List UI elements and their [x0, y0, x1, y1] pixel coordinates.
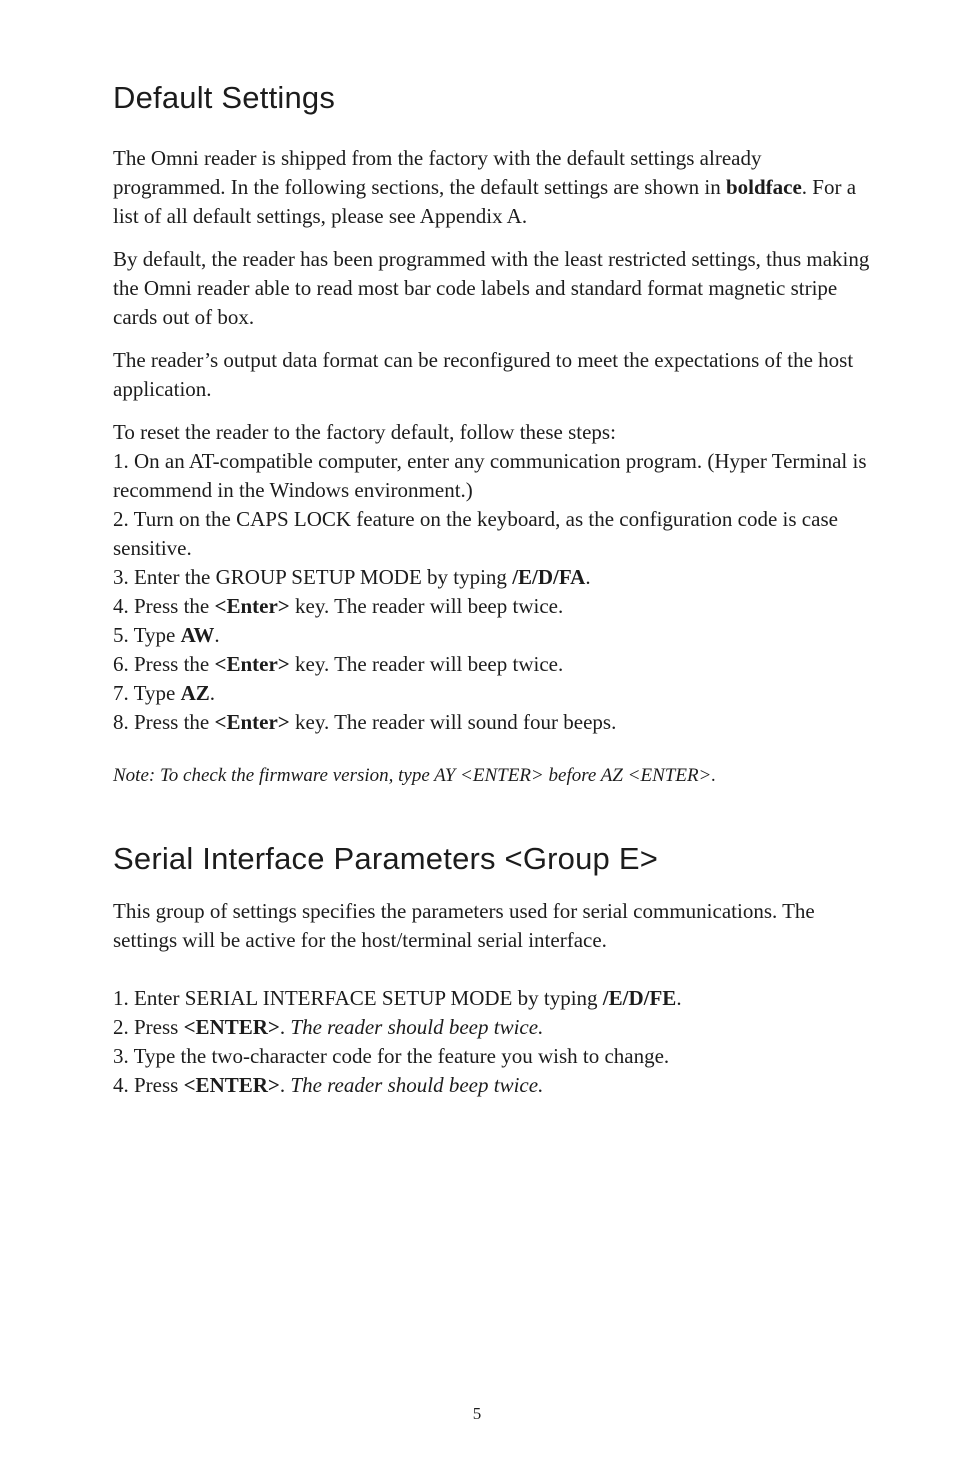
reset-step: 3. Enter the GROUP SETUP MODE by typing /E/D/FA.	[113, 565, 591, 589]
serial-step: 2. Press <ENTER>. The reader should beep twice.	[113, 1015, 544, 1039]
paragraph-output-format: The reader’s output data format can be reconfigured to meet the expectations of the host application.	[113, 348, 854, 401]
paragraph-serial-intro: This group of settings specifies the parameters used for serial communications. The settings will be active for the host/terminal serial interface.	[113, 899, 815, 952]
boldface-word: boldface	[725, 175, 802, 199]
reset-step: 2. Turn on the CAPS LOCK feature on the keyboard, as the configuration code is case sensitive.	[113, 507, 838, 560]
page-number: 5	[472, 1404, 482, 1423]
firmware-note: Note: To check the firmware version, type AY <ENTER> before AZ <ENTER>.	[113, 765, 717, 786]
page-content	[113, 78, 873, 1100]
section-title-serial-interface: Serial Interface Parameters <Group E>	[113, 841, 658, 876]
serial-step: 1. Enter SERIAL INTERFACE SETUP MODE by typing /E/D/FE.	[113, 986, 682, 1010]
reset-step: 7. Type AZ.	[113, 681, 215, 705]
reset-step: 4. Press the <Enter> key. The reader will beep twice.	[113, 594, 564, 618]
reset-step: 6. Press the <Enter> key. The reader will beep twice.	[113, 652, 564, 676]
serial-step: 3. Type the two-character code for the feature you wish to change.	[113, 1044, 670, 1068]
reset-step: 8. Press the <Enter> key. The reader will sound four beeps.	[113, 710, 617, 734]
section-title-default-settings: Default Settings	[113, 80, 336, 115]
paragraph-shipped-defaults: The Omni reader is shipped from the factory with the default settings already programmed. In the following sections, the default settings are shown in boldface. For a list of all default settings, please see Appendix A.	[113, 146, 857, 228]
paragraph-least-restricted: By default, the reader has been programmed with the least restricted settings, thus making the Omni reader able to read most bar code labels and standard format magnetic stripe cards out of box.	[113, 247, 870, 329]
reset-step: 1. On an AT-compatible computer, enter any communication program. (Hyper Terminal is recommend in the Windows environment.)	[113, 449, 867, 502]
serial-step: 4. Press <ENTER>. The reader should beep twice.	[113, 1073, 544, 1097]
reset-step: 5. Type AW.	[113, 623, 220, 647]
reset-steps-intro: To reset the reader to the factory default, follow these steps:	[113, 420, 616, 444]
